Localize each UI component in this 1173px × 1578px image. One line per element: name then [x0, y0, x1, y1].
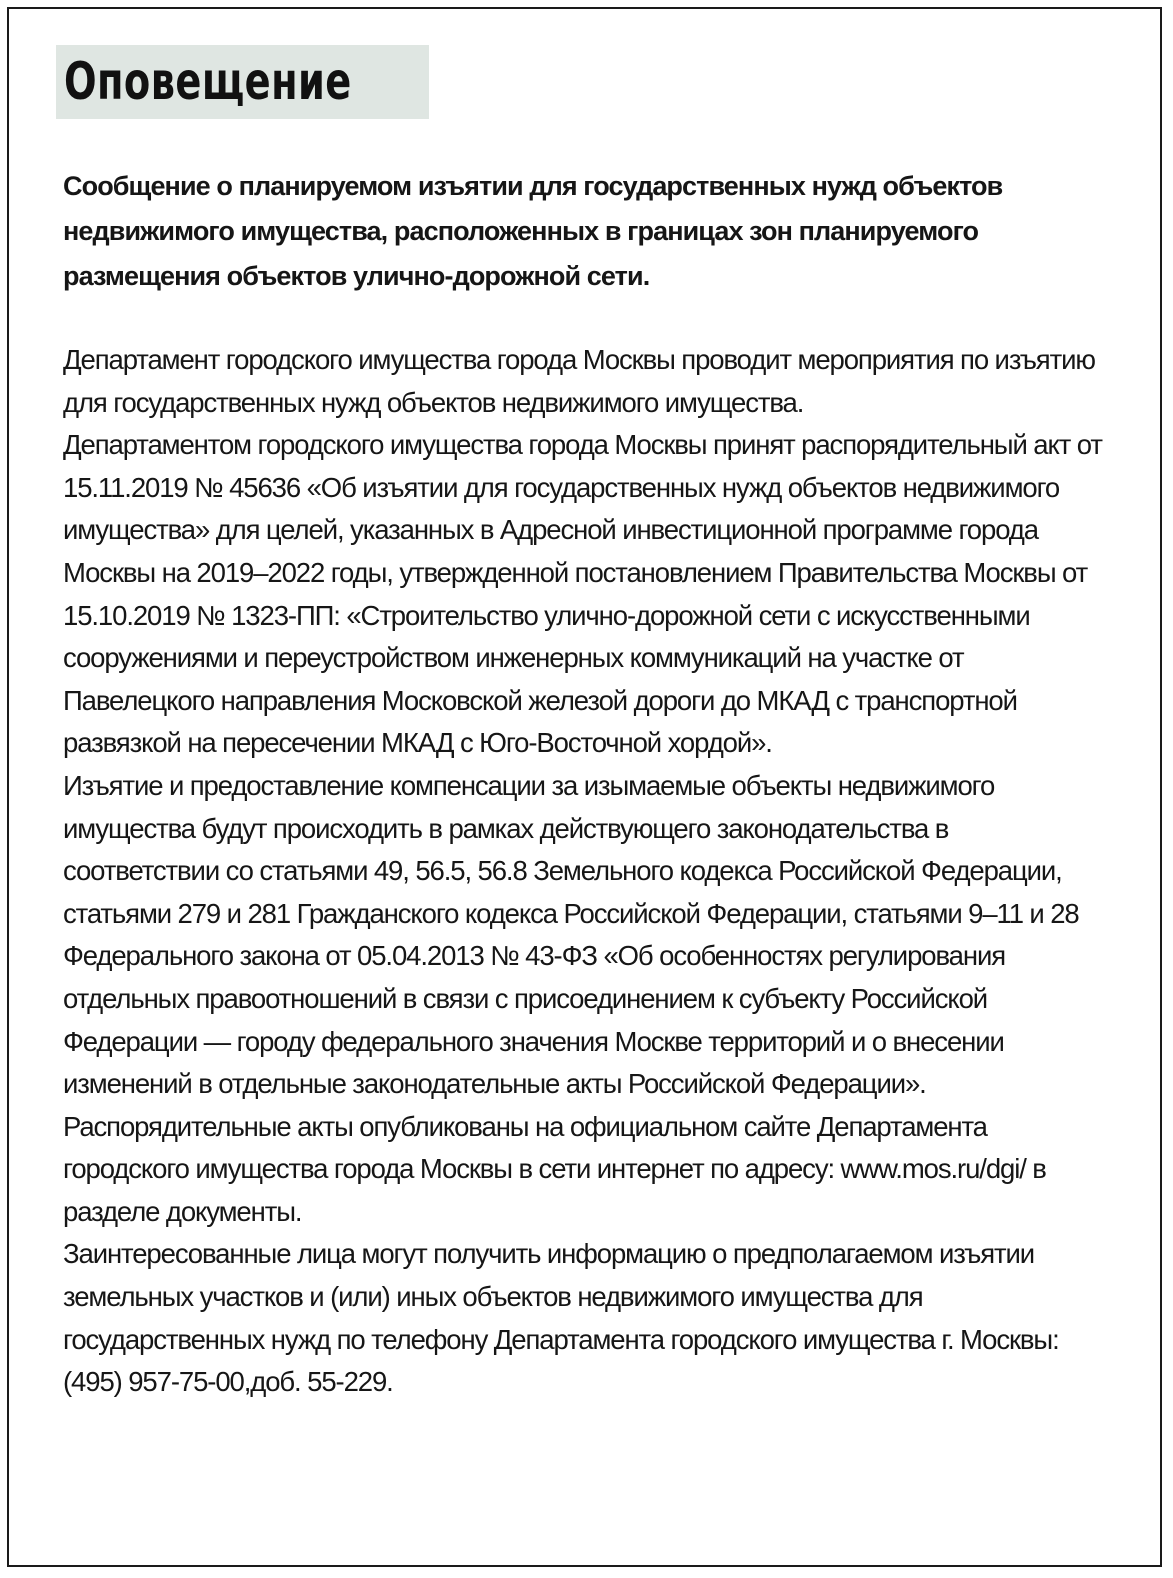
notice-frame: [7, 7, 1162, 1567]
notice-subject: Сообщение о планируемом изъятии для государственных нужд объектов недвижимого имущества, расположенных в границах зон планируемого размещения объектов улично-дорожной сети.: [63, 171, 1003, 291]
title-highlight: [56, 45, 429, 119]
spacer: [63, 299, 1093, 339]
paragraph-disposition-act: Департаментом городского имущества города Москвы принят распорядительный акт от 15.11.2019 № 45636 «Об изъятии для государственных нужд объектов недвижимого имущества» для целей, указанных в Адресной инвестиционной программе города Москвы на 2019–2022 годы, утвержденной постановлением Правительства Москвы от 15.10.2019 № 1323-ПП: «Строительство улично-дорожной сети с искусственными сооружениями и переустройством инженерных коммуникаций на участке от Павелецкого направления Московской железой дороги до МКАД с транспортной развязкой на пересечении МКАД с Юго-Восточной хордой».: [63, 429, 1102, 759]
paragraph-contact-info: Заинтересованные лица могут получить информацию о предполагаемом изъятии земельных участков и (или) иных объектов недвижимого имущества для государственных нужд по телефону Департамента городского имущества г. Москвы: (495) 957-75-00,доб. 55-229.: [63, 1238, 1059, 1398]
paragraph-compensation: Изъятие и предоставление компенсации за изымаемые объекты недвижимого имущества будут происходить в рамках действующего законодательства в соответствии со статьями 49, 56.5, 56.8 Земельного кодекса Российской Федерации, статьями 279 и 281 Гражданского кодекса Российской Федерации, статьями 9–11 и 28 Федерального закона от 05.04.2013 № 43-ФЗ «Об особенностях регулирования отдельных правоотношений в связи с присоединением к субъекту Российской Федерации — городу федерального значения Москве территорий и о внесении изменений в отдельные законодательные акты Российской Федерации».: [63, 769, 1079, 1100]
notice-body: [63, 164, 1102, 1404]
paragraph-publication: Распорядительные акты опубликованы на официальном сайте Департамента городского имущества города Москвы в сети интернет по адресу: www.mos.ru/dgi/ в разделе документы.: [63, 1110, 1046, 1227]
notice-title: Оповещение: [64, 52, 352, 112]
paragraph-department-activities: Департамент городского имущества города Москвы проводит мероприятия по изъятию для государственных нужд объектов недвижимого имущества.: [63, 344, 1095, 418]
